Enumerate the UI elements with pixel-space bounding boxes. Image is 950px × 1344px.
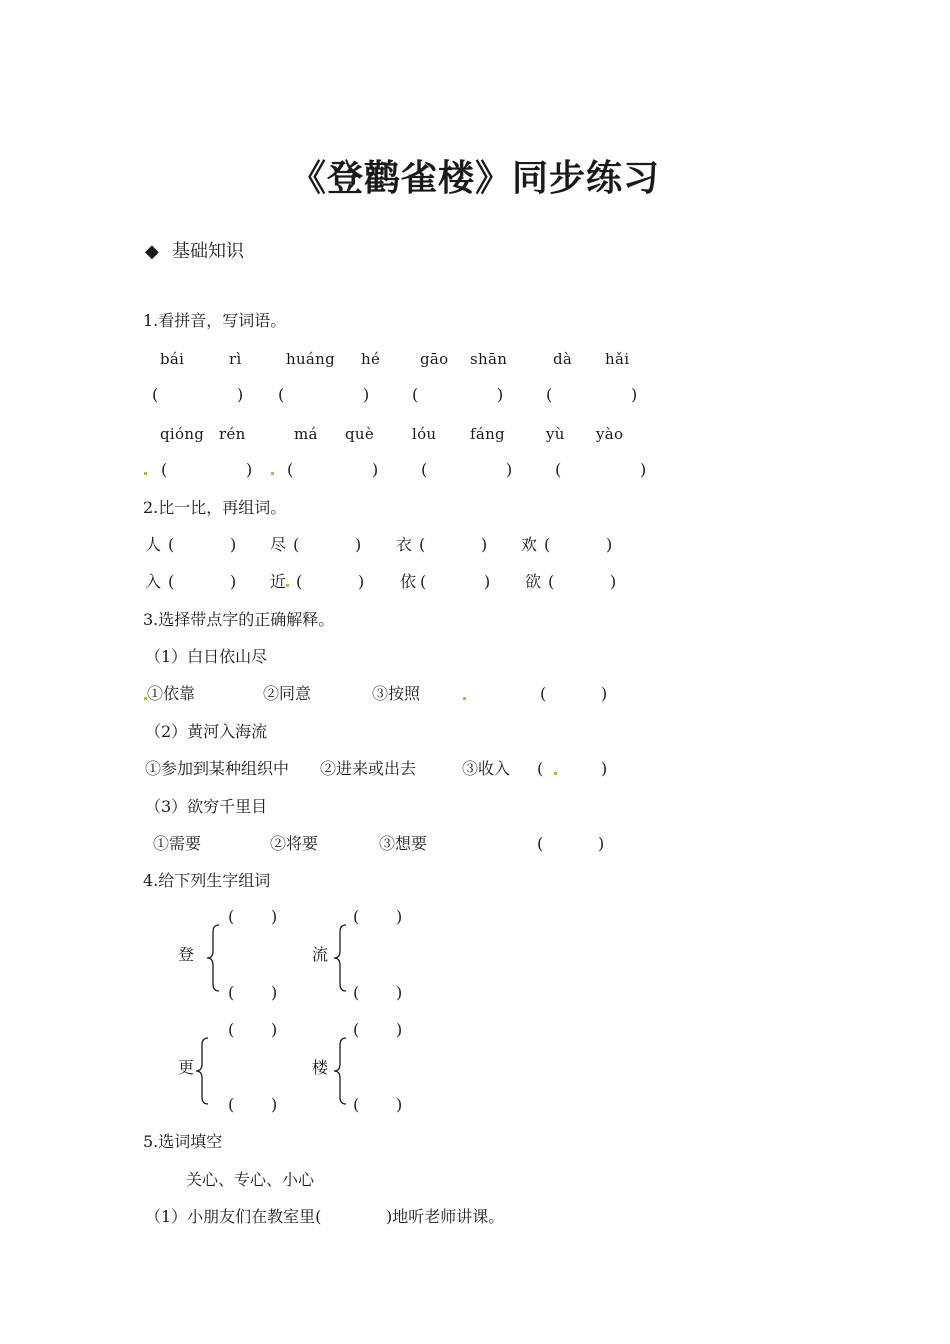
answer-open-paren: ( [419, 535, 426, 554]
answer-close-paren: ) [271, 1095, 278, 1114]
q4-char: 楼 [312, 1058, 329, 1077]
mark-dot [554, 772, 557, 775]
q5-heading: 5.选词填空 [143, 1132, 223, 1151]
answer-open-paren: ( [228, 1095, 235, 1114]
section-heading: 基础知识 [172, 241, 244, 262]
q5-word-bank: 关心、专心、小心 [186, 1170, 315, 1189]
answer-close-paren: ) [497, 385, 504, 404]
pinyin-yao: yào [596, 425, 624, 443]
pinyin-ri: rì [229, 350, 242, 368]
answer-open-paren: ( [420, 572, 427, 591]
answer-close-paren: ) [631, 385, 638, 404]
pinyin-huang: huáng [286, 350, 336, 368]
curly-brace-icon [330, 1037, 350, 1105]
q3-option: ①依靠 [147, 684, 196, 703]
answer-close-paren: ) [230, 572, 237, 591]
answer-open-paren: ( [293, 535, 300, 554]
answer-open-paren: ( [353, 1095, 360, 1114]
pinyin-da: dà [553, 350, 573, 368]
mark-dot [463, 697, 466, 700]
mark-dot [144, 472, 147, 475]
answer-open-paren: ( [296, 572, 303, 591]
q3-option: ③收入 [462, 759, 511, 778]
compare-char: 尽 [270, 535, 287, 554]
answer-open-paren: ( [546, 385, 553, 404]
q3-option: ②将要 [270, 834, 319, 853]
pinyin-he: hé [361, 350, 381, 368]
answer-close-paren: ) [372, 460, 379, 479]
q5-sentence-start: （1）小朋友们在教室里( [145, 1207, 322, 1226]
pinyin-qiong: qióng [160, 425, 205, 443]
pinyin-shan: shān [470, 350, 508, 368]
mark-dot [271, 472, 274, 475]
answer-open-paren: ( [353, 983, 360, 1002]
q2-heading: 2.比一比，再组词。 [143, 498, 287, 517]
answer-close-paren: ) [610, 572, 617, 591]
answer-close-paren: ) [230, 535, 237, 554]
pinyin-lou: lóu [412, 425, 437, 443]
answer-close-paren: ) [396, 1095, 403, 1114]
pinyin-gao: gāo [420, 350, 449, 368]
q5-sentence-end: )地听老师讲课。 [386, 1207, 505, 1226]
answer-close-paren: ) [396, 983, 403, 1002]
answer-close-paren: ) [601, 759, 608, 778]
answer-close-paren: ) [358, 572, 365, 591]
answer-open-paren: ( [278, 385, 285, 404]
answer-open-paren: ( [544, 535, 551, 554]
answer-close-paren: ) [355, 535, 362, 554]
answer-open-paren: ( [353, 1020, 360, 1039]
pinyin-que: què [345, 425, 375, 443]
answer-close-paren: ) [271, 907, 278, 926]
answer-close-paren: ) [606, 535, 613, 554]
compare-char: 人 [145, 535, 162, 554]
answer-open-paren: ( [228, 983, 235, 1002]
mark-dot [144, 697, 147, 700]
answer-open-paren: ( [537, 834, 544, 853]
answer-close-paren: ) [396, 907, 403, 926]
answer-close-paren: ) [246, 460, 253, 479]
q4-char: 流 [312, 945, 329, 964]
pinyin-yu: yù [546, 425, 565, 443]
pinyin-bai: bái [160, 350, 185, 368]
pinyin-fang: fáng [470, 425, 505, 443]
curly-brace-icon [203, 924, 223, 992]
q3-sub-item: （2）黄河入海流 [145, 722, 268, 741]
answer-close-paren: ) [506, 460, 513, 479]
q4-heading: 4.给下列生字组词 [143, 871, 271, 890]
q3-option: ①需要 [153, 834, 202, 853]
answer-close-paren: ) [601, 684, 608, 703]
compare-char: 依 [400, 572, 417, 591]
curly-brace-icon [192, 1037, 212, 1105]
answer-open-paren: ( [152, 385, 159, 404]
answer-close-paren: ) [363, 385, 370, 404]
answer-open-paren: ( [228, 907, 235, 926]
answer-close-paren: ) [271, 983, 278, 1002]
q3-heading: 3.选择带点字的正确解释。 [143, 610, 335, 629]
answer-open-paren: ( [555, 460, 562, 479]
q4-char: 更 [178, 1058, 195, 1077]
answer-close-paren: ) [237, 385, 244, 404]
answer-open-paren: ( [353, 907, 360, 926]
answer-open-paren: ( [540, 684, 547, 703]
answer-open-paren: ( [421, 460, 428, 479]
answer-close-paren: ) [271, 1020, 278, 1039]
compare-char: 欢 [521, 535, 538, 554]
compare-char: 欲 [525, 572, 542, 591]
answer-close-paren: ) [484, 572, 491, 591]
compare-char: 入 [145, 572, 162, 591]
answer-close-paren: ) [598, 834, 605, 853]
answer-close-paren: ) [481, 535, 488, 554]
answer-close-paren: ) [640, 460, 647, 479]
mark-dot [286, 584, 289, 587]
q3-sub-item: （1）白日依山尽 [145, 647, 268, 666]
q3-option: ③想要 [379, 834, 428, 853]
q3-option: ②同意 [263, 684, 312, 703]
answer-open-paren: ( [161, 460, 168, 479]
q3-option: ①参加到某种组织中 [145, 759, 290, 778]
q3-option: ③按照 [372, 684, 421, 703]
answer-open-paren: ( [168, 572, 175, 591]
compare-char: 衣 [396, 535, 413, 554]
q4-char: 登 [178, 945, 195, 964]
pinyin-ma: má [294, 425, 318, 443]
curly-brace-icon [330, 924, 350, 992]
answer-open-paren: ( [537, 759, 544, 778]
diamond-bullet-icon: ◆ [145, 241, 159, 262]
answer-open-paren: ( [548, 572, 555, 591]
answer-open-paren: ( [228, 1020, 235, 1039]
compare-char: 近 [270, 572, 287, 591]
answer-close-paren: ) [396, 1020, 403, 1039]
answer-open-paren: ( [412, 385, 419, 404]
answer-open-paren: ( [168, 535, 175, 554]
q3-option: ②进来或出去 [320, 759, 417, 778]
page-title: 《登鹳雀楼》同步练习 [289, 157, 660, 199]
q1-heading: 1.看拼音，写词语。 [143, 311, 287, 330]
pinyin-hai: hǎi [605, 350, 630, 368]
q3-sub-item: （3）欲穷千里目 [145, 797, 268, 816]
answer-open-paren: ( [287, 460, 294, 479]
pinyin-ren: rén [219, 425, 246, 443]
